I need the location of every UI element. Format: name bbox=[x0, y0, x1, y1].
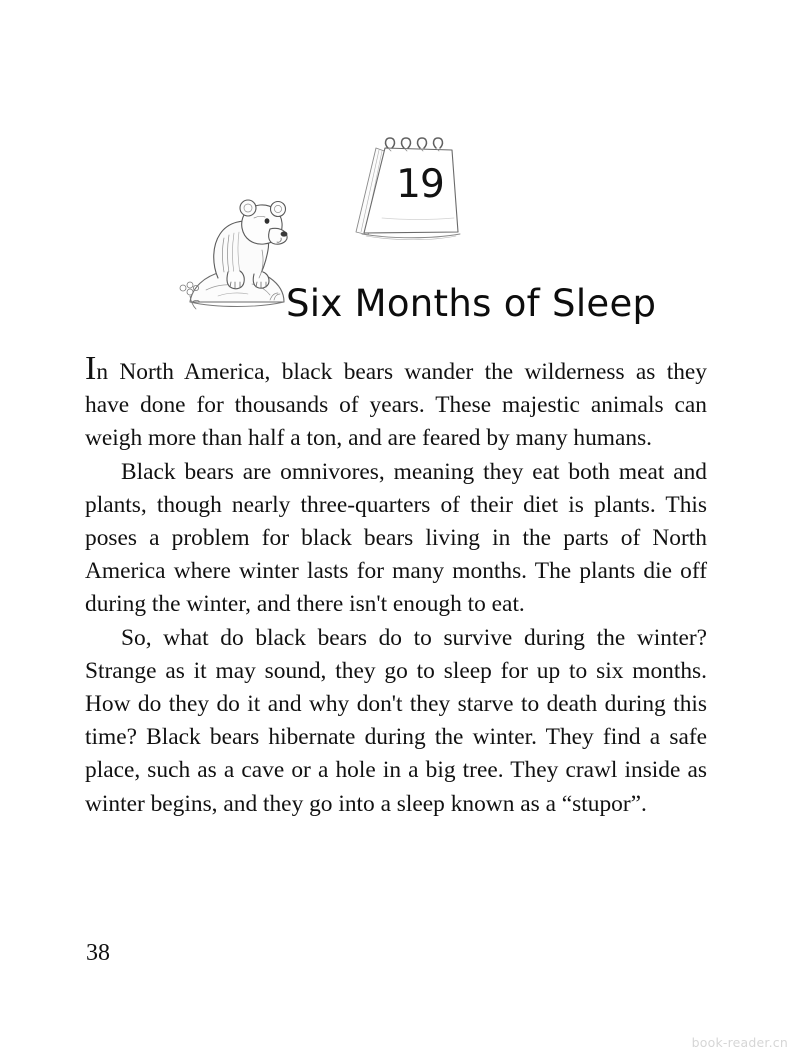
paragraph-2-text: Black bears are omnivores, meaning they eat both meat and plants, though nearly three-quarters of their diet is plants. This poses a problem for black bears living in the parts of North America where winter lasts for many months. The plants die off during the winter, and there isn't enough to eat. bbox=[85, 458, 707, 618]
page-number: 38 bbox=[86, 940, 110, 966]
paragraph-1-text: n North America, black bears wander the wilderness as they have done for thousands of years. These majestic animals can weigh more than half a ton, and are feared by many humans. bbox=[85, 359, 707, 452]
watermark: book-reader.cn bbox=[691, 1034, 788, 1050]
chapter-header bbox=[0, 120, 800, 325]
paragraph-1 bbox=[85, 350, 707, 456]
bear-cub-illustration bbox=[166, 192, 306, 312]
paragraph-3 bbox=[85, 622, 707, 821]
paragraph-3-text: So, what do black bears do to survive during the winter? Strange as it may sound, they go to sleep for up to six months. How do they do it and why don't they starve to death during this time? Black bears hibernate during the winter. They find a safe place, such as a cave or a hole in a big tree. They crawl inside as winter begins, and they go into a sleep known as a “stupor”. bbox=[85, 624, 707, 817]
body-text bbox=[85, 350, 707, 821]
paragraph-2 bbox=[85, 456, 707, 622]
calendar-number: 19 bbox=[396, 162, 444, 207]
page-title: Six Months of Sleep bbox=[286, 281, 657, 325]
initial-cap: I bbox=[85, 350, 97, 387]
